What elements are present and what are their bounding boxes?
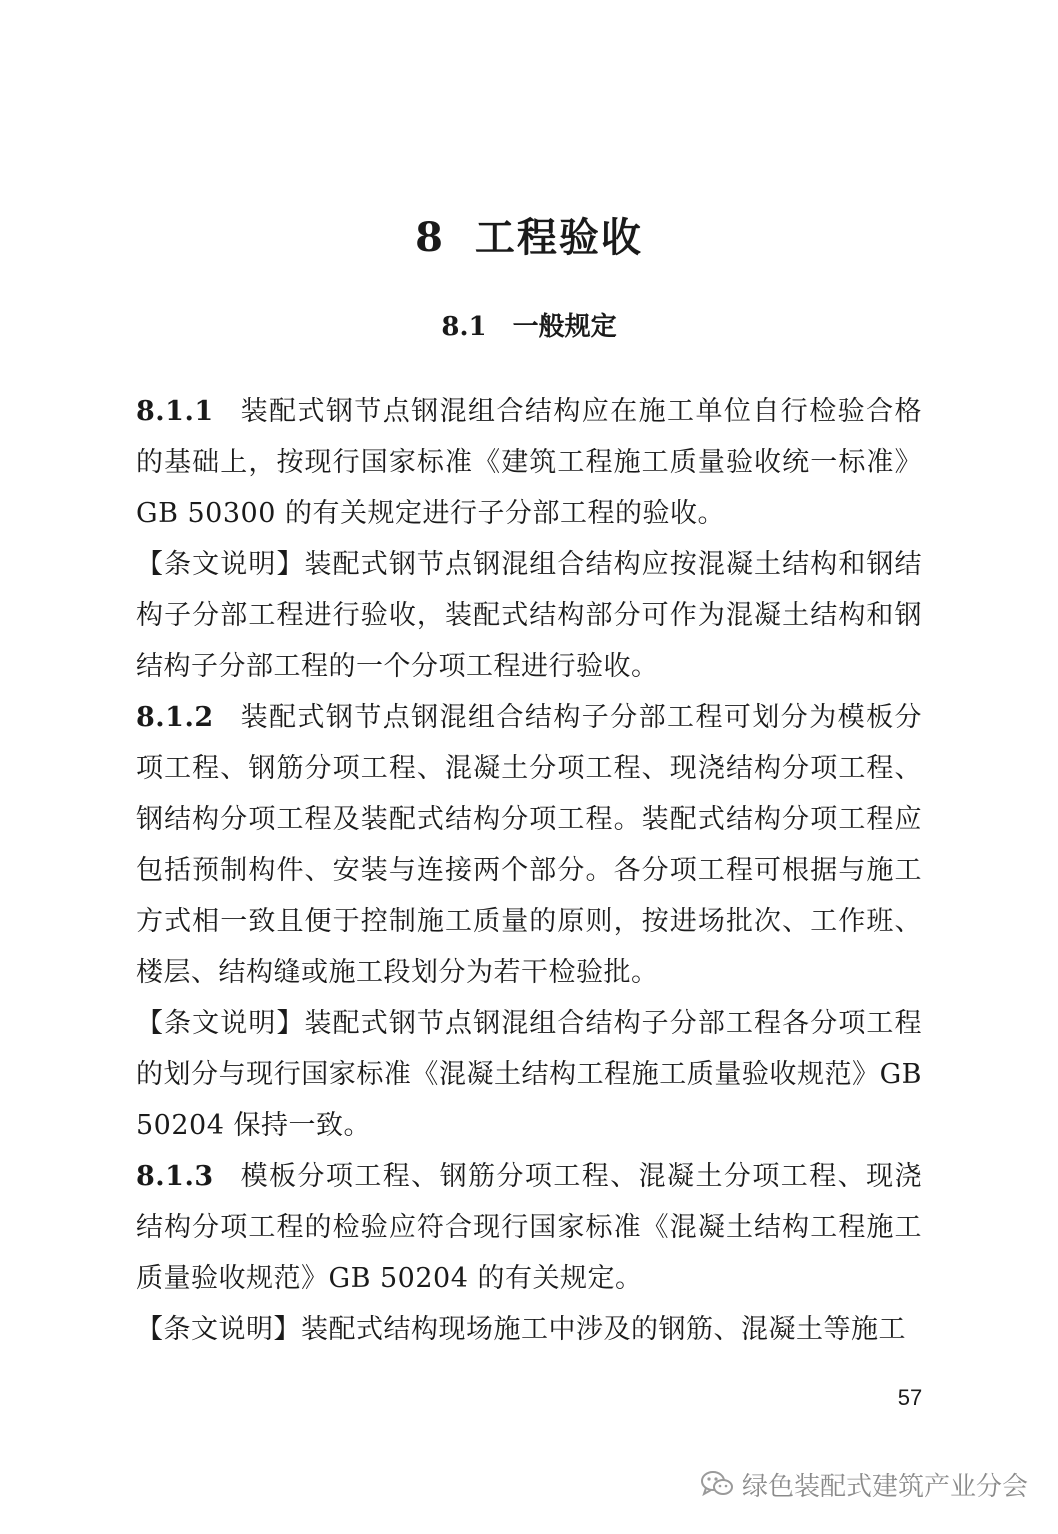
commentary-paragraph <box>136 539 922 692</box>
chapter-number: 8 <box>415 214 445 261</box>
clause-number: 8.1.3 <box>136 1161 214 1192</box>
paragraph-text: 模板分项工程、钢筋分项工程、混凝土分项工程、现浇结构分项工程的检验应符合现行国家标准《混凝土结构工程施工质量验收规范》GB 50204 的有关规定。 <box>136 1161 922 1294</box>
chapter-name: 工程验收 <box>474 214 643 261</box>
wechat-icon <box>700 1469 734 1499</box>
clause-number: 8.1.1 <box>136 396 214 427</box>
clause-number: 8.1.2 <box>136 702 214 733</box>
section-number: 8.1 <box>441 312 487 342</box>
paragraph-text: 【条文说明】装配式钢节点钢混组合结构子分部工程各分项工程的划分与现行国家标准《混凝土结构工程施工质量验收规范》GB 50204 保持一致。 <box>136 1008 922 1141</box>
section-title <box>0 306 1058 343</box>
body-text <box>136 386 922 1355</box>
paragraph-text: 【条文说明】装配式结构现场施工中涉及的钢筋、混凝土等施工 <box>136 1314 906 1345</box>
page-number: 57 <box>897 1385 923 1410</box>
watermark <box>700 1466 1028 1502</box>
section-name: 一般规定 <box>512 312 617 342</box>
chapter-title <box>0 206 1058 263</box>
paragraph-text: 【条文说明】装配式钢节点钢混组合结构应按混凝土结构和钢结构子分部工程进行验收，装配式结构部分可作为混凝土结构和钢结构子分部工程的一个分项工程进行验收。 <box>136 549 922 682</box>
watermark-text: 绿色装配式建筑产业分会 <box>742 1471 1029 1502</box>
paragraph-text: 装配式钢节点钢混组合结构子分部工程可划分为模板分项工程、钢筋分项工程、混凝土分项工程、现浇结构分项工程、钢结构分项工程及装配式结构分项工程。装配式结构分项工程应包括预制构件、安装与连接两个部分。各分项工程可根据与施工方式相一致且便于控制施工质量的原则，按进场批次、工作班、楼层、结构缝或施工段划分为若干检验批。 <box>136 702 922 988</box>
clause-paragraph <box>136 386 922 539</box>
paragraph-text: 装配式钢节点钢混组合结构应在施工单位自行检验合格的基础上，按现行国家标准《建筑工程施工质量验收统一标准》GB 50300 的有关规定进行子分部工程的验收。 <box>136 396 922 529</box>
commentary-paragraph <box>136 998 922 1151</box>
commentary-paragraph <box>136 1304 922 1355</box>
clause-paragraph <box>136 1151 922 1304</box>
clause-paragraph <box>136 692 922 998</box>
